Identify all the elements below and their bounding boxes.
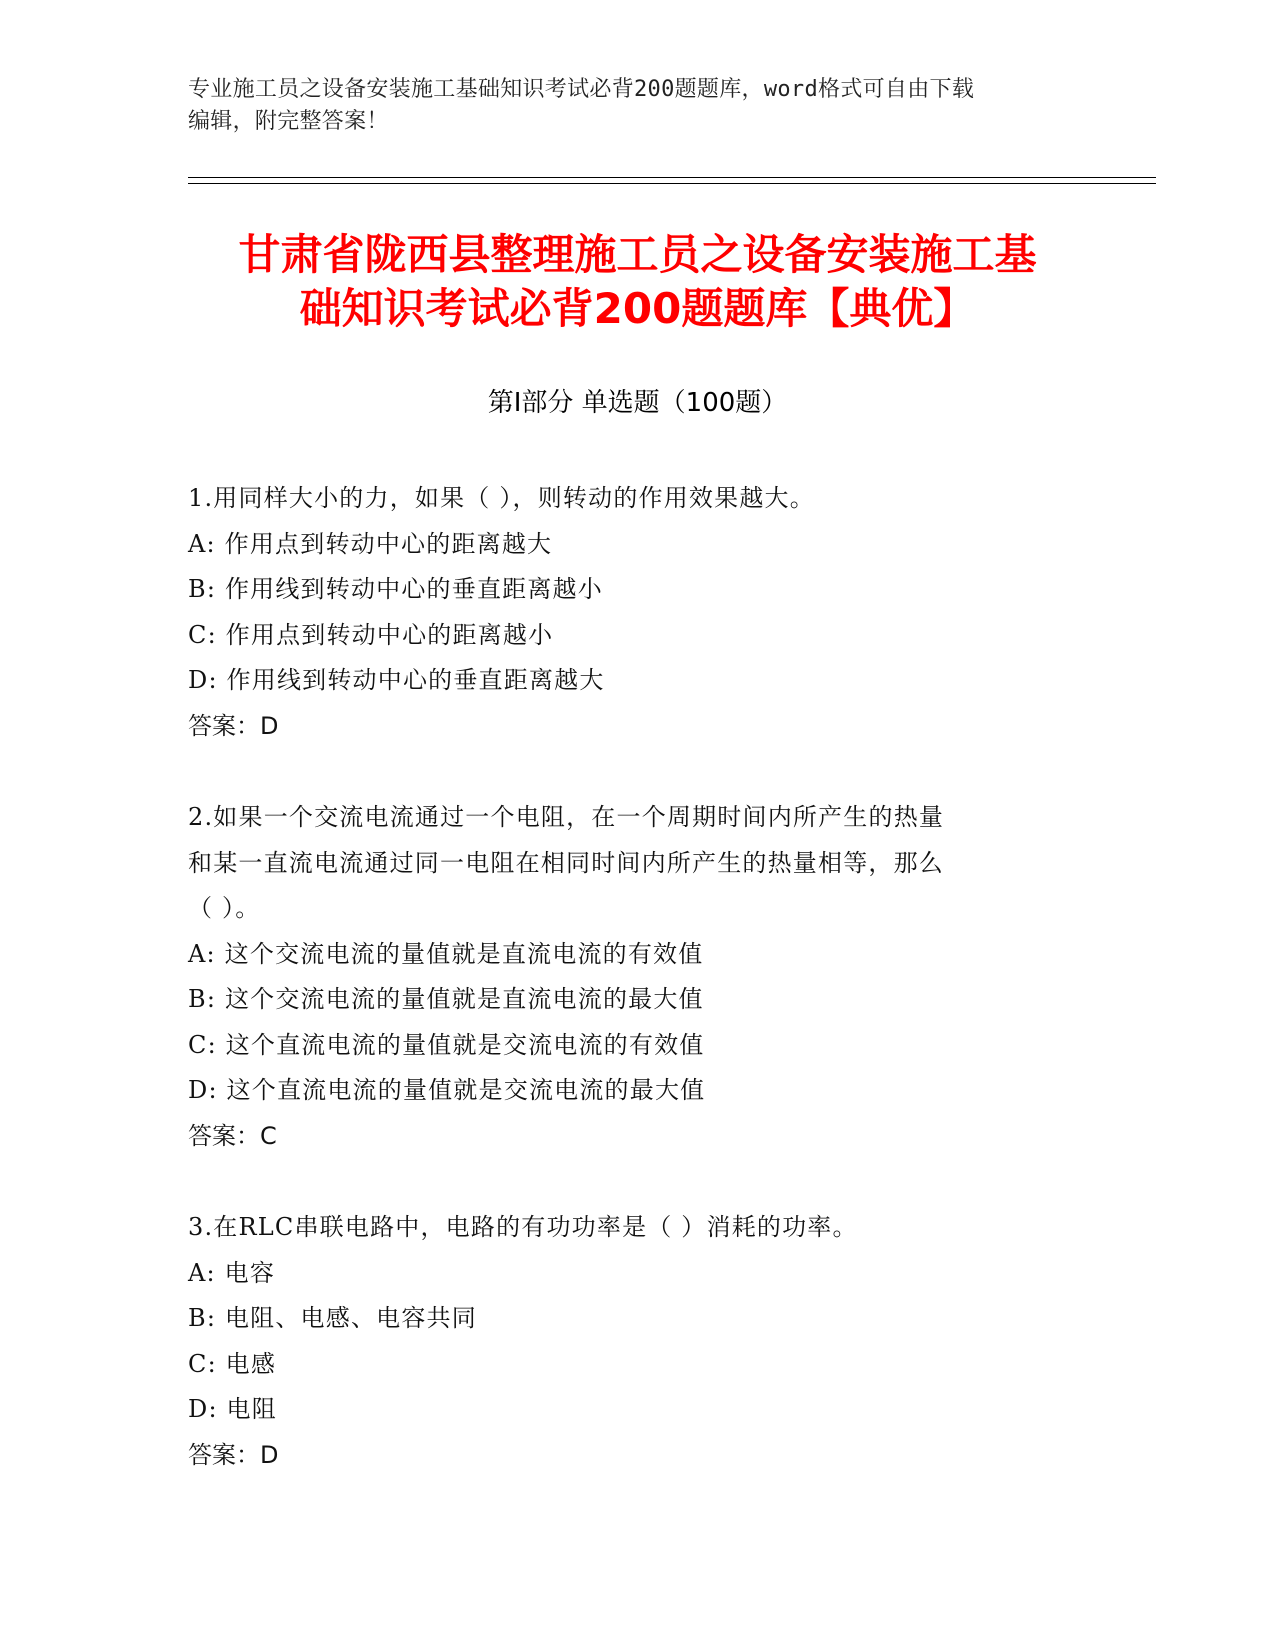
question-item — [188, 795, 1088, 1159]
question-option: B: 这个交流电流的量值就是直流电流的最大值 — [188, 985, 704, 1013]
question-item — [188, 476, 1088, 749]
question-stem: 和某一直流电流通过同一电阻在相同时间内所产生的热量相等，那么 — [188, 848, 944, 877]
question-option: B: 作用线到转动中心的垂直距离越小 — [188, 575, 603, 603]
question-option: D: 电阻 — [188, 1395, 277, 1423]
question-item — [188, 1205, 1088, 1478]
header-note-line: 编辑，附完整答案！ — [188, 109, 389, 134]
question-answer: 答案：D — [188, 711, 279, 740]
header-note — [188, 74, 1068, 138]
question-option: D: 作用线到转动中心的垂直距离越大 — [188, 666, 605, 694]
header-divider — [188, 183, 1156, 184]
question-list — [188, 476, 1088, 1524]
document-title — [150, 228, 1125, 336]
document-title-line: 甘肃省陇西县整理施工员之设备安装施工基 — [238, 230, 1037, 279]
question-option: C: 电感 — [188, 1349, 277, 1378]
question-answer: 答案：C — [188, 1121, 277, 1150]
question-option: D: 这个直流电流的量值就是交流电流的最大值 — [188, 1076, 706, 1104]
question-stem: 2.如果一个交流电流通过一个电阻，在一个周期时间内所产生的热量 — [188, 803, 945, 831]
question-answer: 答案：D — [188, 1440, 279, 1469]
question-stem: （ ）。 — [188, 894, 261, 922]
question-stem: 1.用同样大小的力，如果（ ），则转动的作用效果越大。 — [188, 484, 815, 512]
question-option: B: 电阻、电感、电容共同 — [188, 1304, 477, 1332]
question-option: A: 电容 — [188, 1258, 276, 1287]
section-title: 第Ⅰ部分 单选题（100题） — [487, 388, 788, 418]
question-option: A: 这个交流电流的量值就是直流电流的有效值 — [188, 939, 704, 968]
question-option: A: 作用点到转动中心的距离越大 — [188, 529, 553, 558]
document-title-line: 础知识考试必背200题题库【典优】 — [299, 284, 976, 333]
header-note-line: 专业施工员之设备安装施工基础知识考试必背200题题库，word格式可自由下载 — [188, 77, 975, 102]
header-divider — [188, 177, 1156, 178]
question-stem: 3.在RLC串联电路中，电路的有功功率是（ ）消耗的功率。 — [188, 1213, 858, 1241]
question-option: C: 作用点到转动中心的距离越小 — [188, 620, 554, 649]
question-option: C: 这个直流电流的量值就是交流电流的有效值 — [188, 1030, 705, 1059]
